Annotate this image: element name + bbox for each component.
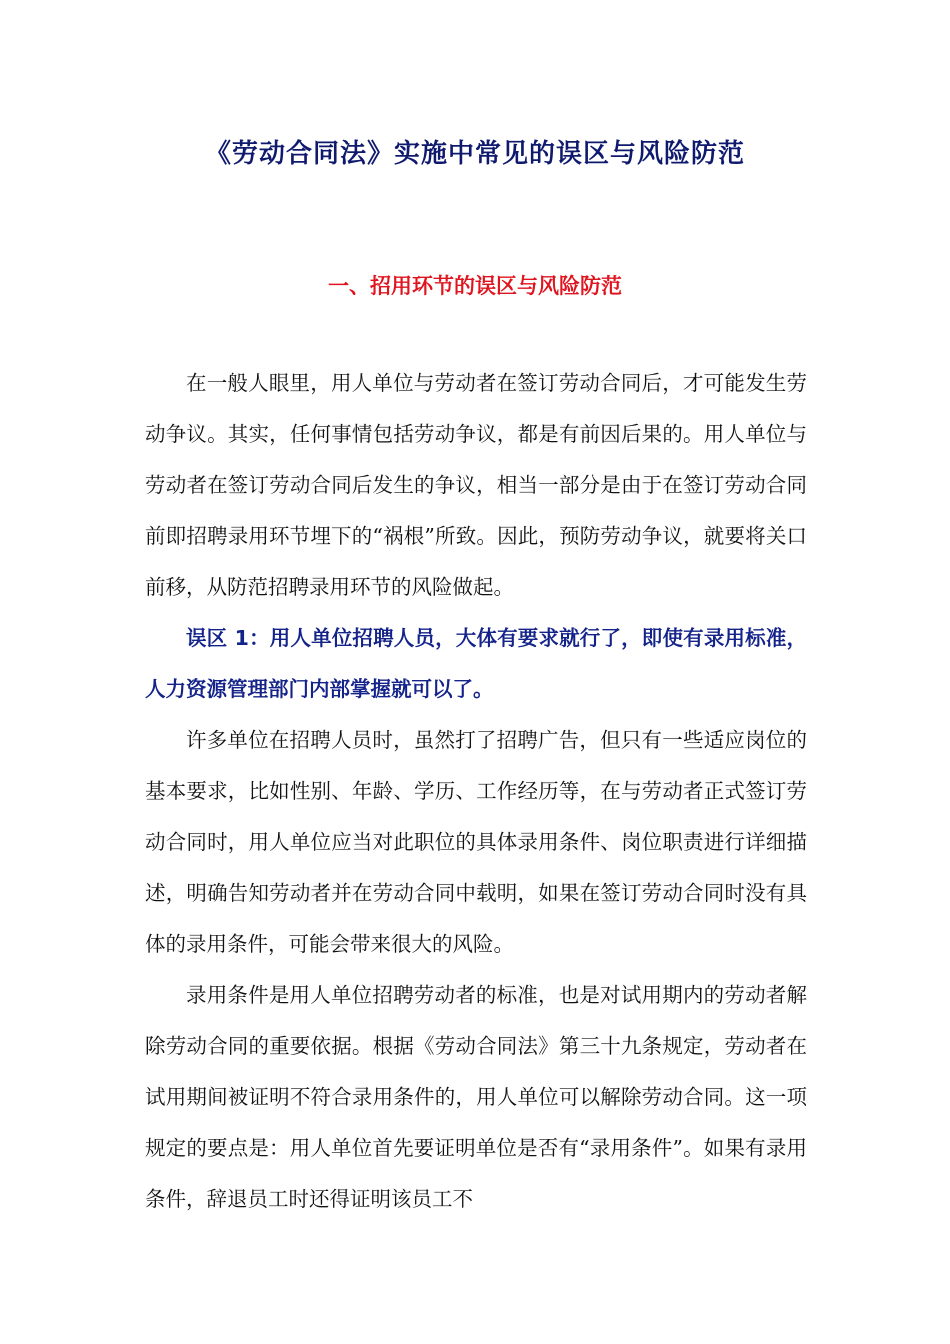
myth-heading-1: 误区 1：用人单位招聘人员，大体有要求就行了，即使有录用标准，人力资源管理部门内部掌握就可以了。 xyxy=(145,626,807,701)
paragraph-recruitment: 许多单位在招聘人员时，虽然打了招聘广告，但只有一些适应岗位的基本要求，比如性别、年龄、学历、工作经历等，在与劳动者正式签订劳动合同时，用人单位应当对此职位的具体录用条件、岗位职责进行详细描述，明确告知劳动者并在劳动合同中载明，如果在签订劳动合同时没有具体的录用条件，可能会带来很大的风险。 xyxy=(145,728,807,956)
section-heading: 一、招用环节的误区与风险防范 xyxy=(328,274,622,298)
paragraph-hiring-conditions: 录用条件是用人单位招聘劳动者的标准，也是对试用期内的劳动者解除劳动合同的重要依据。根据《劳动合同法》第三十九条规定，劳动者在试用期间被证明不符合录用条件的，用人单位可以解除劳动合同。这一项规定的要点是：用人单位首先要证明单位是否有“录用条件”。如果有录用条件，辞退员工时还得证明该员工不 xyxy=(145,983,807,1211)
document-body xyxy=(145,358,807,1225)
paragraph-intro: 在一般人眼里，用人单位与劳动者在签订劳动合同后，才可能发生劳动争议。其实，任何事情包括劳动争议，都是有前因后果的。用人单位与劳动者在签订劳动合同后发生的争议，相当一部分是由于在签订劳动合同前即招聘录用环节埋下的“祸根”所致。因此，预防劳动争议，就要将关口前移，从防范招聘录用环节的风险做起。 xyxy=(145,371,807,599)
document-title: 《劳动合同法》实施中常见的误区与风险防范 xyxy=(204,139,745,169)
